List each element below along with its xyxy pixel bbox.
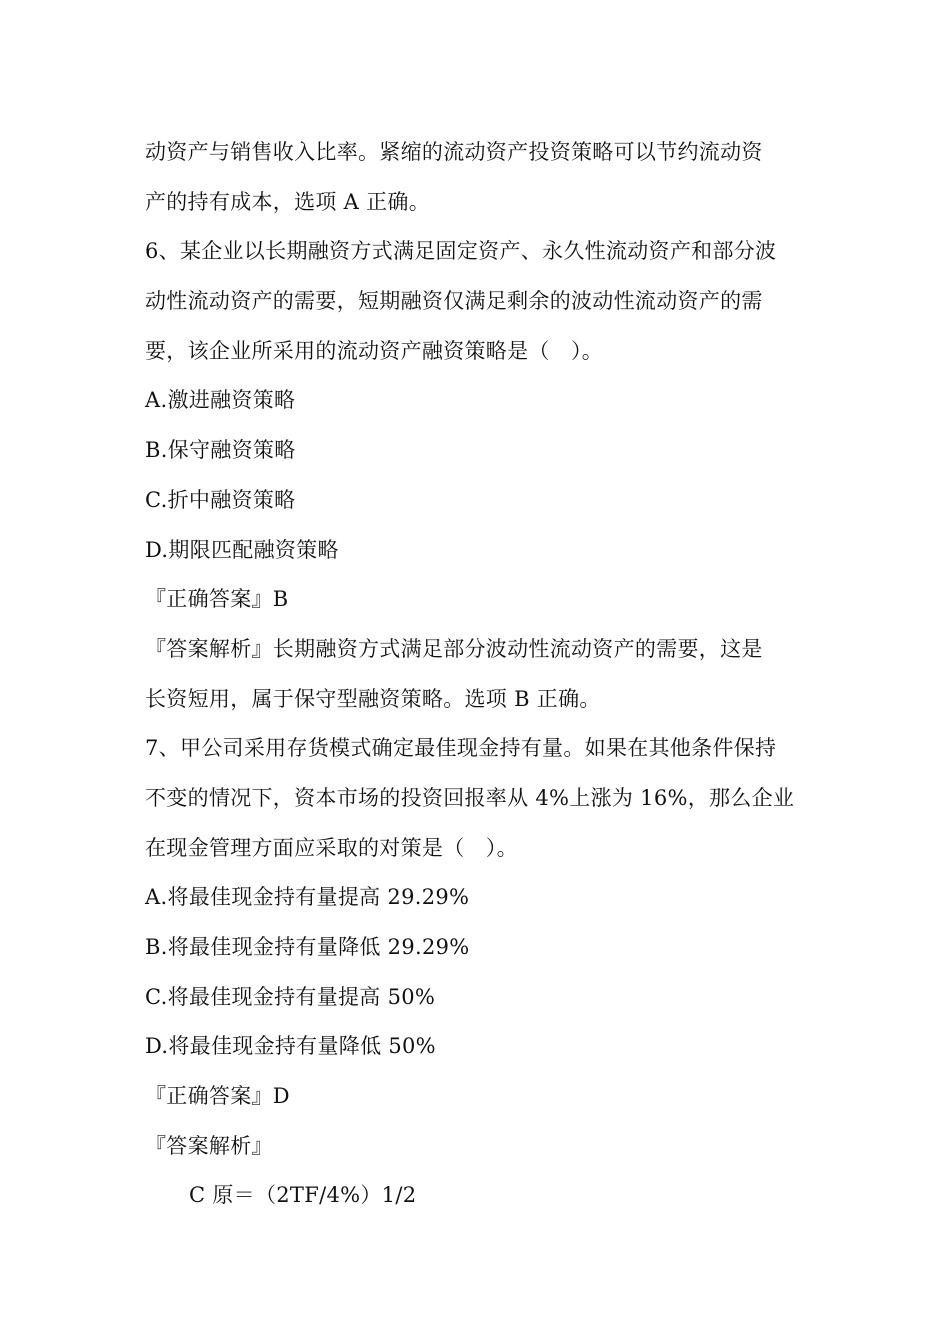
option-b: B.保守融资策略 xyxy=(145,438,296,463)
text-line: 不变的情况下，资本市场的投资回报率从 4%上涨为 16%，那么企业 xyxy=(145,785,795,810)
text-line: 动资产与销售收入比率。紧缩的流动资产投资策略可以节约流动资 xyxy=(145,140,763,164)
text-line: 长资短用，属于保守型融资策略。选项 B 正确。 xyxy=(145,686,601,711)
option-c: C.将最佳现金持有量提高 50% xyxy=(145,984,436,1009)
option-a: A.激进融资策略 xyxy=(145,388,296,413)
option-a: A.将最佳现金持有量提高 29.29% xyxy=(145,885,470,910)
question-7-stem: 7、甲公司采用存货模式确定最佳现金持有量。如果在其他条件保持 xyxy=(145,736,777,761)
answer-explanation: 『答案解析』长期融资方式满足部分波动性流动资产的需要，这是 xyxy=(145,636,763,661)
text-line: 要，该企业所采用的流动资产融资策略是（ ）。 xyxy=(145,338,604,363)
question-6-stem: 6、某企业以长期融资方式满足固定资产、永久性流动资产和部分波 xyxy=(145,239,777,264)
correct-answer: 『正确答案』B xyxy=(145,587,289,612)
option-d: D.期限匹配融资策略 xyxy=(145,537,339,562)
option-b: B.将最佳现金持有量降低 29.29% xyxy=(145,935,470,959)
option-d: D.将最佳现金持有量降低 50% xyxy=(145,1034,436,1059)
document-body xyxy=(145,128,810,1221)
formula-line: C 原＝（2TF/4%）1/2 xyxy=(189,1183,417,1208)
correct-answer: 『正确答案』D xyxy=(145,1084,290,1109)
answer-explanation: 『答案解析』 xyxy=(145,1133,273,1158)
option-c: C.折中融资策略 xyxy=(145,487,296,512)
text-line: 在现金管理方面应采取的对策是（ ）。 xyxy=(145,835,518,860)
text-line: 动性流动资产的需要，短期融资仅满足剩余的波动性流动资产的需 xyxy=(145,289,763,314)
text-line: 产的持有成本，选项 A 正确。 xyxy=(145,189,431,214)
